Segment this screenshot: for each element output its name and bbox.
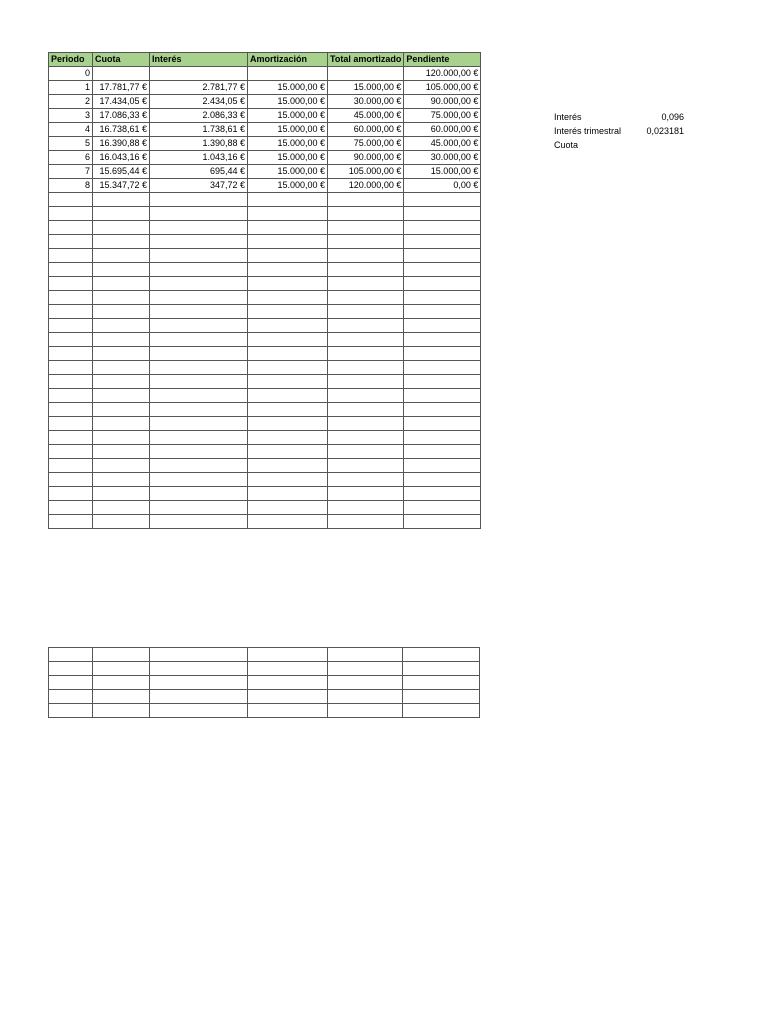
empty-cell[interactable] bbox=[328, 501, 404, 515]
empty-cell[interactable] bbox=[328, 417, 404, 431]
empty-row bbox=[49, 375, 481, 389]
header-pendiente[interactable]: Pendiente bbox=[404, 53, 481, 67]
empty-cell[interactable] bbox=[328, 221, 404, 235]
empty-cell[interactable] bbox=[403, 648, 480, 662]
empty-cell[interactable] bbox=[404, 459, 481, 473]
empty-cell[interactable] bbox=[93, 445, 150, 459]
empty-cell[interactable] bbox=[248, 361, 328, 375]
empty-cell[interactable] bbox=[93, 459, 150, 473]
empty-cell[interactable] bbox=[248, 333, 328, 347]
empty-cell[interactable] bbox=[328, 249, 404, 263]
empty-cell[interactable] bbox=[328, 347, 404, 361]
empty-cell[interactable] bbox=[93, 375, 150, 389]
empty-cell[interactable] bbox=[404, 501, 481, 515]
empty-cell[interactable] bbox=[150, 263, 248, 277]
empty-cell[interactable] bbox=[93, 263, 150, 277]
cell-interes[interactable]: 2.434,05 € bbox=[150, 95, 248, 109]
empty-row bbox=[49, 515, 481, 529]
cell-periodo[interactable]: 4 bbox=[49, 123, 93, 137]
empty-cell[interactable] bbox=[49, 690, 93, 704]
empty-cell[interactable] bbox=[49, 417, 93, 431]
cell-cuota[interactable]: 16.043,16 € bbox=[93, 151, 150, 165]
empty-cell[interactable] bbox=[404, 221, 481, 235]
empty-row bbox=[49, 319, 481, 333]
table-row bbox=[49, 109, 481, 123]
empty-cell[interactable] bbox=[150, 473, 248, 487]
cell-pendiente[interactable]: 60.000,00 € bbox=[404, 123, 481, 137]
empty-row bbox=[49, 690, 480, 704]
cell-interes[interactable]: 1.738,61 € bbox=[150, 123, 248, 137]
empty-cell[interactable] bbox=[49, 459, 93, 473]
empty-row bbox=[49, 305, 481, 319]
table-row bbox=[49, 179, 481, 193]
empty-cell[interactable] bbox=[248, 473, 328, 487]
table-row bbox=[49, 81, 481, 95]
header-periodo[interactable]: Periodo bbox=[49, 53, 93, 67]
empty-cell[interactable] bbox=[93, 389, 150, 403]
header-total-amortizado[interactable]: Total amortizado bbox=[328, 53, 404, 67]
empty-cell[interactable] bbox=[328, 375, 404, 389]
empty-row bbox=[49, 221, 481, 235]
empty-cell[interactable] bbox=[49, 662, 93, 676]
cell-amortizacion[interactable]: 15.000,00 € bbox=[248, 81, 328, 95]
empty-cell[interactable] bbox=[404, 207, 481, 221]
cell-amortizacion[interactable]: 15.000,00 € bbox=[248, 123, 328, 137]
empty-cell[interactable] bbox=[248, 221, 328, 235]
empty-cell[interactable] bbox=[248, 277, 328, 291]
empty-cell[interactable] bbox=[328, 193, 404, 207]
empty-cell[interactable] bbox=[93, 235, 150, 249]
cell-periodo[interactable]: 7 bbox=[49, 165, 93, 179]
header-interes[interactable]: Interés bbox=[150, 53, 248, 67]
empty-cell[interactable] bbox=[93, 501, 150, 515]
empty-cell[interactable] bbox=[49, 445, 93, 459]
empty-cell[interactable] bbox=[248, 662, 328, 676]
empty-cell[interactable] bbox=[150, 207, 248, 221]
empty-cell[interactable] bbox=[404, 403, 481, 417]
empty-cell[interactable] bbox=[150, 291, 248, 305]
empty-row bbox=[49, 417, 481, 431]
empty-cell[interactable] bbox=[150, 319, 248, 333]
empty-cell[interactable] bbox=[248, 487, 328, 501]
empty-cell[interactable] bbox=[49, 501, 93, 515]
empty-cell[interactable] bbox=[403, 690, 480, 704]
empty-cell[interactable] bbox=[248, 389, 328, 403]
cell-periodo[interactable]: 3 bbox=[49, 109, 93, 123]
empty-cell[interactable] bbox=[150, 193, 248, 207]
empty-cell[interactable] bbox=[49, 193, 93, 207]
empty-cell[interactable] bbox=[328, 277, 404, 291]
empty-cell[interactable] bbox=[49, 473, 93, 487]
empty-cell[interactable] bbox=[150, 704, 248, 718]
cell-cuota[interactable]: 16.738,61 € bbox=[93, 123, 150, 137]
empty-row bbox=[49, 487, 481, 501]
empty-cell[interactable] bbox=[248, 431, 328, 445]
cell-amortizacion[interactable] bbox=[248, 67, 328, 81]
cell-interes[interactable]: 695,44 € bbox=[150, 165, 248, 179]
empty-cell[interactable] bbox=[328, 263, 404, 277]
cell-total[interactable] bbox=[328, 67, 404, 81]
empty-cell[interactable] bbox=[328, 403, 404, 417]
cell-cuota[interactable]: 17.434,05 € bbox=[93, 95, 150, 109]
empty-cell[interactable] bbox=[404, 375, 481, 389]
empty-cell[interactable] bbox=[150, 277, 248, 291]
empty-cell[interactable] bbox=[93, 487, 150, 501]
empty-cell[interactable] bbox=[93, 662, 150, 676]
empty-cell[interactable] bbox=[328, 473, 404, 487]
cell-interes[interactable]: 347,72 € bbox=[150, 179, 248, 193]
empty-table bbox=[48, 647, 480, 718]
header-cuota[interactable]: Cuota bbox=[93, 53, 150, 67]
empty-cell[interactable] bbox=[93, 403, 150, 417]
empty-cell[interactable] bbox=[93, 473, 150, 487]
cell-total[interactable]: 30.000,00 € bbox=[328, 95, 404, 109]
cell-total[interactable]: 75.000,00 € bbox=[328, 137, 404, 151]
empty-cell[interactable] bbox=[49, 305, 93, 319]
empty-cell[interactable] bbox=[328, 333, 404, 347]
empty-cell[interactable] bbox=[93, 249, 150, 263]
empty-cell[interactable] bbox=[150, 417, 248, 431]
empty-cell[interactable] bbox=[328, 690, 403, 704]
cell-cuota[interactable]: 17.086,33 € bbox=[93, 109, 150, 123]
empty-cell[interactable] bbox=[150, 515, 248, 529]
empty-cell[interactable] bbox=[93, 431, 150, 445]
empty-row bbox=[49, 277, 481, 291]
param-label[interactable]: Interés trimestral bbox=[554, 126, 622, 136]
empty-row bbox=[49, 333, 481, 347]
empty-cell[interactable] bbox=[404, 445, 481, 459]
table-row bbox=[49, 151, 481, 165]
empty-cell[interactable] bbox=[150, 431, 248, 445]
empty-cell[interactable] bbox=[49, 403, 93, 417]
cell-pendiente[interactable]: 105.000,00 € bbox=[404, 81, 481, 95]
empty-cell[interactable] bbox=[49, 207, 93, 221]
empty-cell[interactable] bbox=[404, 389, 481, 403]
empty-row bbox=[49, 347, 481, 361]
empty-cell[interactable] bbox=[49, 648, 93, 662]
empty-cell[interactable] bbox=[404, 263, 481, 277]
cell-interes[interactable] bbox=[150, 67, 248, 81]
empty-cell[interactable] bbox=[150, 375, 248, 389]
empty-row bbox=[49, 291, 481, 305]
empty-cell[interactable] bbox=[404, 347, 481, 361]
empty-cell[interactable] bbox=[328, 648, 403, 662]
cell-interes[interactable]: 1.390,88 € bbox=[150, 137, 248, 151]
empty-row bbox=[49, 445, 481, 459]
table-row bbox=[49, 165, 481, 179]
cell-pendiente[interactable]: 15.000,00 € bbox=[404, 165, 481, 179]
param-value[interactable] bbox=[642, 138, 684, 152]
empty-cell[interactable] bbox=[49, 375, 93, 389]
empty-cell[interactable] bbox=[93, 305, 150, 319]
cell-periodo[interactable]: 1 bbox=[49, 81, 93, 95]
cell-amortizacion[interactable]: 15.000,00 € bbox=[248, 165, 328, 179]
empty-cell[interactable] bbox=[150, 662, 248, 676]
empty-cell[interactable] bbox=[93, 704, 150, 718]
empty-cell[interactable] bbox=[248, 235, 328, 249]
empty-row bbox=[49, 263, 481, 277]
cell-periodo[interactable]: 5 bbox=[49, 137, 93, 151]
param-row bbox=[554, 138, 684, 152]
empty-cell[interactable] bbox=[150, 487, 248, 501]
empty-cell[interactable] bbox=[93, 690, 150, 704]
empty-cell[interactable] bbox=[150, 459, 248, 473]
empty-cell[interactable] bbox=[93, 193, 150, 207]
cell-pendiente[interactable]: 90.000,00 € bbox=[404, 95, 481, 109]
empty-cell[interactable] bbox=[248, 403, 328, 417]
empty-cell[interactable] bbox=[49, 487, 93, 501]
empty-row bbox=[49, 676, 480, 690]
empty-cell[interactable] bbox=[404, 249, 481, 263]
empty-row bbox=[49, 361, 481, 375]
empty-cell[interactable] bbox=[150, 501, 248, 515]
empty-cell[interactable] bbox=[404, 193, 481, 207]
empty-cell[interactable] bbox=[328, 445, 404, 459]
param-value[interactable]: 0,023181 bbox=[646, 126, 684, 136]
empty-cell[interactable] bbox=[93, 319, 150, 333]
empty-cell[interactable] bbox=[93, 515, 150, 529]
empty-cell[interactable] bbox=[248, 648, 328, 662]
cell-amortizacion[interactable]: 15.000,00 € bbox=[248, 179, 328, 193]
empty-row bbox=[49, 431, 481, 445]
cell-periodo[interactable]: 0 bbox=[49, 67, 93, 81]
empty-cell[interactable] bbox=[328, 431, 404, 445]
empty-cell[interactable] bbox=[248, 347, 328, 361]
param-row bbox=[554, 124, 684, 138]
empty-cell[interactable] bbox=[49, 277, 93, 291]
cell-pendiente[interactable]: 30.000,00 € bbox=[404, 151, 481, 165]
cell-cuota[interactable] bbox=[93, 67, 150, 81]
cell-periodo[interactable]: 6 bbox=[49, 151, 93, 165]
empty-cell[interactable] bbox=[93, 291, 150, 305]
empty-cell[interactable] bbox=[248, 291, 328, 305]
cell-amortizacion[interactable]: 15.000,00 € bbox=[248, 109, 328, 123]
empty-cell[interactable] bbox=[93, 648, 150, 662]
empty-cell[interactable] bbox=[248, 263, 328, 277]
empty-cell[interactable] bbox=[150, 249, 248, 263]
cell-cuota[interactable]: 16.390,88 € bbox=[93, 137, 150, 151]
empty-cell[interactable] bbox=[404, 277, 481, 291]
empty-cell[interactable] bbox=[150, 389, 248, 403]
empty-row bbox=[49, 473, 481, 487]
param-label[interactable]: Cuota bbox=[554, 140, 579, 150]
empty-cell[interactable] bbox=[49, 291, 93, 305]
empty-cell[interactable] bbox=[150, 333, 248, 347]
empty-cell[interactable] bbox=[404, 305, 481, 319]
empty-row bbox=[49, 501, 481, 515]
empty-cell[interactable] bbox=[328, 207, 404, 221]
cell-amortizacion[interactable]: 15.000,00 € bbox=[248, 137, 328, 151]
empty-row bbox=[49, 389, 481, 403]
empty-cell[interactable] bbox=[328, 361, 404, 375]
empty-cell[interactable] bbox=[49, 221, 93, 235]
empty-cell[interactable] bbox=[248, 207, 328, 221]
cell-amortizacion[interactable]: 15.000,00 € bbox=[248, 151, 328, 165]
empty-cell[interactable] bbox=[328, 662, 403, 676]
empty-row bbox=[49, 235, 481, 249]
empty-row bbox=[49, 648, 480, 662]
cell-total[interactable]: 60.000,00 € bbox=[328, 123, 404, 137]
empty-cell[interactable] bbox=[49, 249, 93, 263]
empty-cell[interactable] bbox=[403, 676, 480, 690]
table-row bbox=[49, 123, 481, 137]
empty-cell[interactable] bbox=[150, 676, 248, 690]
empty-row bbox=[49, 249, 481, 263]
empty-cell[interactable] bbox=[93, 347, 150, 361]
table-row bbox=[49, 95, 481, 109]
cell-interes[interactable]: 2.086,33 € bbox=[150, 109, 248, 123]
empty-cell[interactable] bbox=[248, 417, 328, 431]
empty-row bbox=[49, 403, 481, 417]
empty-cell[interactable] bbox=[49, 431, 93, 445]
empty-cell[interactable] bbox=[49, 389, 93, 403]
empty-cell[interactable] bbox=[248, 305, 328, 319]
empty-cell[interactable] bbox=[49, 333, 93, 347]
empty-cell[interactable] bbox=[93, 417, 150, 431]
empty-cell[interactable] bbox=[150, 305, 248, 319]
empty-cell[interactable] bbox=[404, 417, 481, 431]
parameters-block bbox=[554, 110, 684, 152]
cell-cuota[interactable]: 15.347,72 € bbox=[93, 179, 150, 193]
cell-pendiente[interactable]: 75.000,00 € bbox=[404, 109, 481, 123]
empty-cell[interactable] bbox=[328, 389, 404, 403]
empty-cell[interactable] bbox=[404, 333, 481, 347]
cell-total[interactable]: 90.000,00 € bbox=[328, 151, 404, 165]
empty-cell[interactable] bbox=[403, 662, 480, 676]
empty-cell[interactable] bbox=[248, 319, 328, 333]
empty-cell[interactable] bbox=[49, 347, 93, 361]
empty-cell[interactable] bbox=[248, 690, 328, 704]
empty-cell[interactable] bbox=[150, 690, 248, 704]
empty-cell[interactable] bbox=[49, 515, 93, 529]
empty-cell[interactable] bbox=[93, 361, 150, 375]
empty-cell[interactable] bbox=[404, 291, 481, 305]
empty-cell[interactable] bbox=[150, 221, 248, 235]
cell-cuota[interactable]: 15.695,44 € bbox=[93, 165, 150, 179]
empty-cell[interactable] bbox=[150, 347, 248, 361]
empty-cell[interactable] bbox=[49, 676, 93, 690]
empty-cell[interactable] bbox=[404, 319, 481, 333]
cell-interes[interactable]: 1.043,16 € bbox=[150, 151, 248, 165]
empty-cell[interactable] bbox=[150, 361, 248, 375]
empty-cell[interactable] bbox=[150, 235, 248, 249]
empty-cell[interactable] bbox=[404, 487, 481, 501]
cell-interes[interactable]: 2.781,77 € bbox=[150, 81, 248, 95]
cell-total[interactable]: 45.000,00 € bbox=[328, 109, 404, 123]
empty-cell[interactable] bbox=[49, 319, 93, 333]
cell-pendiente[interactable]: 45.000,00 € bbox=[404, 137, 481, 151]
table-row bbox=[49, 67, 481, 81]
empty-row bbox=[49, 193, 481, 207]
table-row bbox=[49, 137, 481, 151]
empty-cell[interactable] bbox=[328, 487, 404, 501]
param-value[interactable]: 0,096 bbox=[661, 112, 684, 122]
cell-total[interactable]: 120.000,00 € bbox=[328, 179, 404, 193]
empty-cell[interactable] bbox=[248, 445, 328, 459]
empty-cell[interactable] bbox=[404, 361, 481, 375]
empty-cell[interactable] bbox=[248, 501, 328, 515]
empty-cell[interactable] bbox=[248, 515, 328, 529]
empty-cell[interactable] bbox=[248, 676, 328, 690]
cell-periodo[interactable]: 2 bbox=[49, 95, 93, 109]
empty-cell[interactable] bbox=[328, 235, 404, 249]
empty-cell[interactable] bbox=[49, 263, 93, 277]
empty-cell[interactable] bbox=[150, 403, 248, 417]
empty-cell[interactable] bbox=[49, 235, 93, 249]
empty-cell[interactable] bbox=[404, 431, 481, 445]
empty-cell[interactable] bbox=[248, 704, 328, 718]
cell-cuota[interactable]: 17.781,77 € bbox=[93, 81, 150, 95]
empty-cell[interactable] bbox=[150, 648, 248, 662]
empty-row bbox=[49, 207, 481, 221]
empty-cell[interactable] bbox=[93, 207, 150, 221]
empty-cell[interactable] bbox=[404, 235, 481, 249]
empty-cell[interactable] bbox=[49, 361, 93, 375]
empty-cell[interactable] bbox=[150, 445, 248, 459]
empty-cell[interactable] bbox=[328, 291, 404, 305]
header-amortizacion[interactable]: Amortización bbox=[248, 53, 328, 67]
cell-pendiente[interactable]: 120.000,00 € bbox=[404, 67, 481, 81]
empty-cell[interactable] bbox=[404, 473, 481, 487]
empty-cell[interactable] bbox=[248, 193, 328, 207]
empty-row bbox=[49, 704, 480, 718]
empty-cell[interactable] bbox=[248, 375, 328, 389]
empty-cell[interactable] bbox=[248, 249, 328, 263]
cell-periodo[interactable]: 8 bbox=[49, 179, 93, 193]
empty-cell[interactable] bbox=[328, 676, 403, 690]
empty-cell[interactable] bbox=[93, 221, 150, 235]
empty-cell[interactable] bbox=[93, 676, 150, 690]
header-row bbox=[49, 53, 481, 67]
empty-cell[interactable] bbox=[404, 515, 481, 529]
param-label[interactable]: Interés bbox=[554, 112, 582, 122]
empty-cell[interactable] bbox=[328, 459, 404, 473]
empty-cell[interactable] bbox=[328, 305, 404, 319]
empty-cell[interactable] bbox=[403, 704, 480, 718]
cell-total[interactable]: 105.000,00 € bbox=[328, 165, 404, 179]
cell-amortizacion[interactable]: 15.000,00 € bbox=[248, 95, 328, 109]
param-row bbox=[554, 110, 684, 124]
empty-cell[interactable] bbox=[93, 277, 150, 291]
empty-cell[interactable] bbox=[328, 704, 403, 718]
empty-cell[interactable] bbox=[49, 704, 93, 718]
empty-row bbox=[49, 459, 481, 473]
empty-cell[interactable] bbox=[93, 333, 150, 347]
empty-cell[interactable] bbox=[248, 459, 328, 473]
cell-total[interactable]: 15.000,00 € bbox=[328, 81, 404, 95]
amortization-table bbox=[48, 52, 481, 529]
empty-cell[interactable] bbox=[328, 515, 404, 529]
empty-row bbox=[49, 662, 480, 676]
empty-cell[interactable] bbox=[328, 319, 404, 333]
cell-pendiente[interactable]: 0,00 € bbox=[404, 179, 481, 193]
